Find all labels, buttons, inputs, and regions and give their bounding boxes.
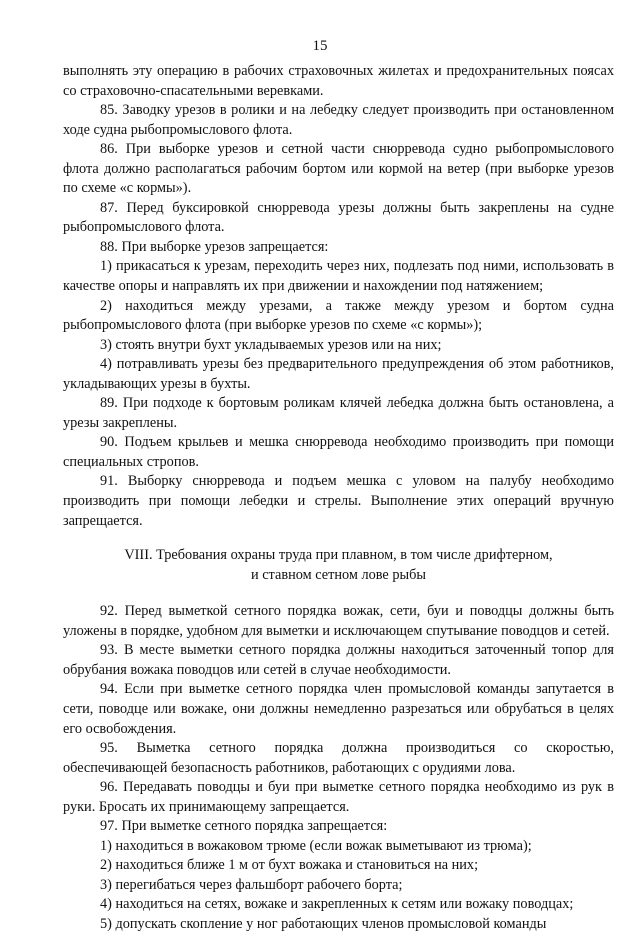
paragraph: 97. При выметке сетного порядка запрещается:: [100, 818, 388, 835]
paragraph: 85. Заводку урезов в ролики и на лебедку следует производить при остановленном ходе судна рыбопромыслового флота.: [63, 102, 614, 138]
section-heading: [63, 546, 614, 585]
paragraph: 90. Подъем крыльев и мешка снюрревода необходимо производить при помощи специальных стропов.: [63, 434, 614, 470]
document-body: [63, 62, 614, 935]
paragraph: 1) прикасаться к урезам, переходить через них, подлезать под ними, использовать в качестве опоры и направлять их при движении и нахождении под натяжением;: [63, 258, 614, 295]
paragraph: 94. Если при выметке сетного порядка член промысловой команды запутается в сети, поводце или вожаке, они должны немедленно разрезаться или обрубаться в целях его освобождения.: [63, 681, 614, 737]
section-bottom: [63, 602, 614, 934]
section-heading-line-1: VIII. Требования охраны труда при плавном, в том числе дрифтерном,: [124, 547, 553, 564]
paragraph: 5) допускать скопление у ног работающих членов промысловой команды: [100, 915, 547, 932]
paragraph: 95. Выметка сетного порядка должна производиться со скоростью, обеспечивающей безопасность работников, работающих с орудиями лова.: [63, 740, 614, 776]
section-top: [63, 62, 614, 531]
paragraph: 1) находиться в вожаковом трюме (если вожак выметывают из трюма);: [100, 837, 532, 854]
paragraph: 96. Передавать поводцы и буи при выметке сетного порядка необходимо из рук в руки. Бросать их принимающему запрещается.: [63, 779, 614, 815]
paragraph: 89. При подходе к бортовым роликам клячей лебедка должна быть остановлена, а урезы закреплены.: [63, 395, 614, 431]
section-heading-line-2: и ставном сетном лове рыбы: [250, 566, 426, 583]
paragraph: 3) перегибаться через фальшборт рабочего борта;: [100, 876, 403, 893]
paragraph: 92. Перед выметкой сетного порядка вожак, сети, буи и поводцы должны быть уложены в порядке, удобном для выметки и исключающем спутывание поводцов и сетей.: [63, 603, 614, 639]
paragraph: 86. При выборке урезов и сетной части снюрревода судно рыбопромыслового флота должно располагаться рабочим бортом или кормой на ветер (при выборке урезов по схеме «с кормы»).: [63, 141, 614, 197]
page-number: 15: [312, 38, 328, 54]
paragraph: 87. Перед буксировкой снюрревода урезы должны быть закреплены на судне рыбопромыслового флота.: [63, 199, 614, 236]
paragraph: 2) находиться ближе 1 м от бухт вожака и становиться на них;: [100, 857, 479, 874]
paragraph: 4) потравливать урезы без предварительного предупреждения об этом работников, укладывающих урезы в бухты.: [63, 356, 614, 392]
paragraph: выполнять эту операцию в рабочих страховочных жилетах и предохранительных поясах со страховочно-спасательными веревками.: [63, 63, 614, 99]
paragraph: 93. В месте выметки сетного порядка должны находиться заточенный топор для обрубания вожака поводцов или сетей в случае необходимости.: [63, 642, 614, 678]
paragraph: 91. Выборку снюрревода и подъем мешка с уловом на палубу необходимо производить при помощи лебедки и стрелы. Выполнение этих операций вручную запрещается.: [63, 473, 614, 529]
paragraph: 4) находиться на сетях, вожаке и закрепленных к сетям или вожаку поводцах;: [100, 896, 574, 913]
paragraph: 2) находиться между урезами, а также между урезом и бортом судна рыбопромыслового флота (при выборке урезов по схеме «с кормы»);: [63, 297, 614, 334]
paragraph: 88. При выборке урезов запрещается:: [100, 238, 329, 255]
paragraph: 3) стоять внутри бухт укладываемых урезов или на них;: [100, 336, 442, 353]
